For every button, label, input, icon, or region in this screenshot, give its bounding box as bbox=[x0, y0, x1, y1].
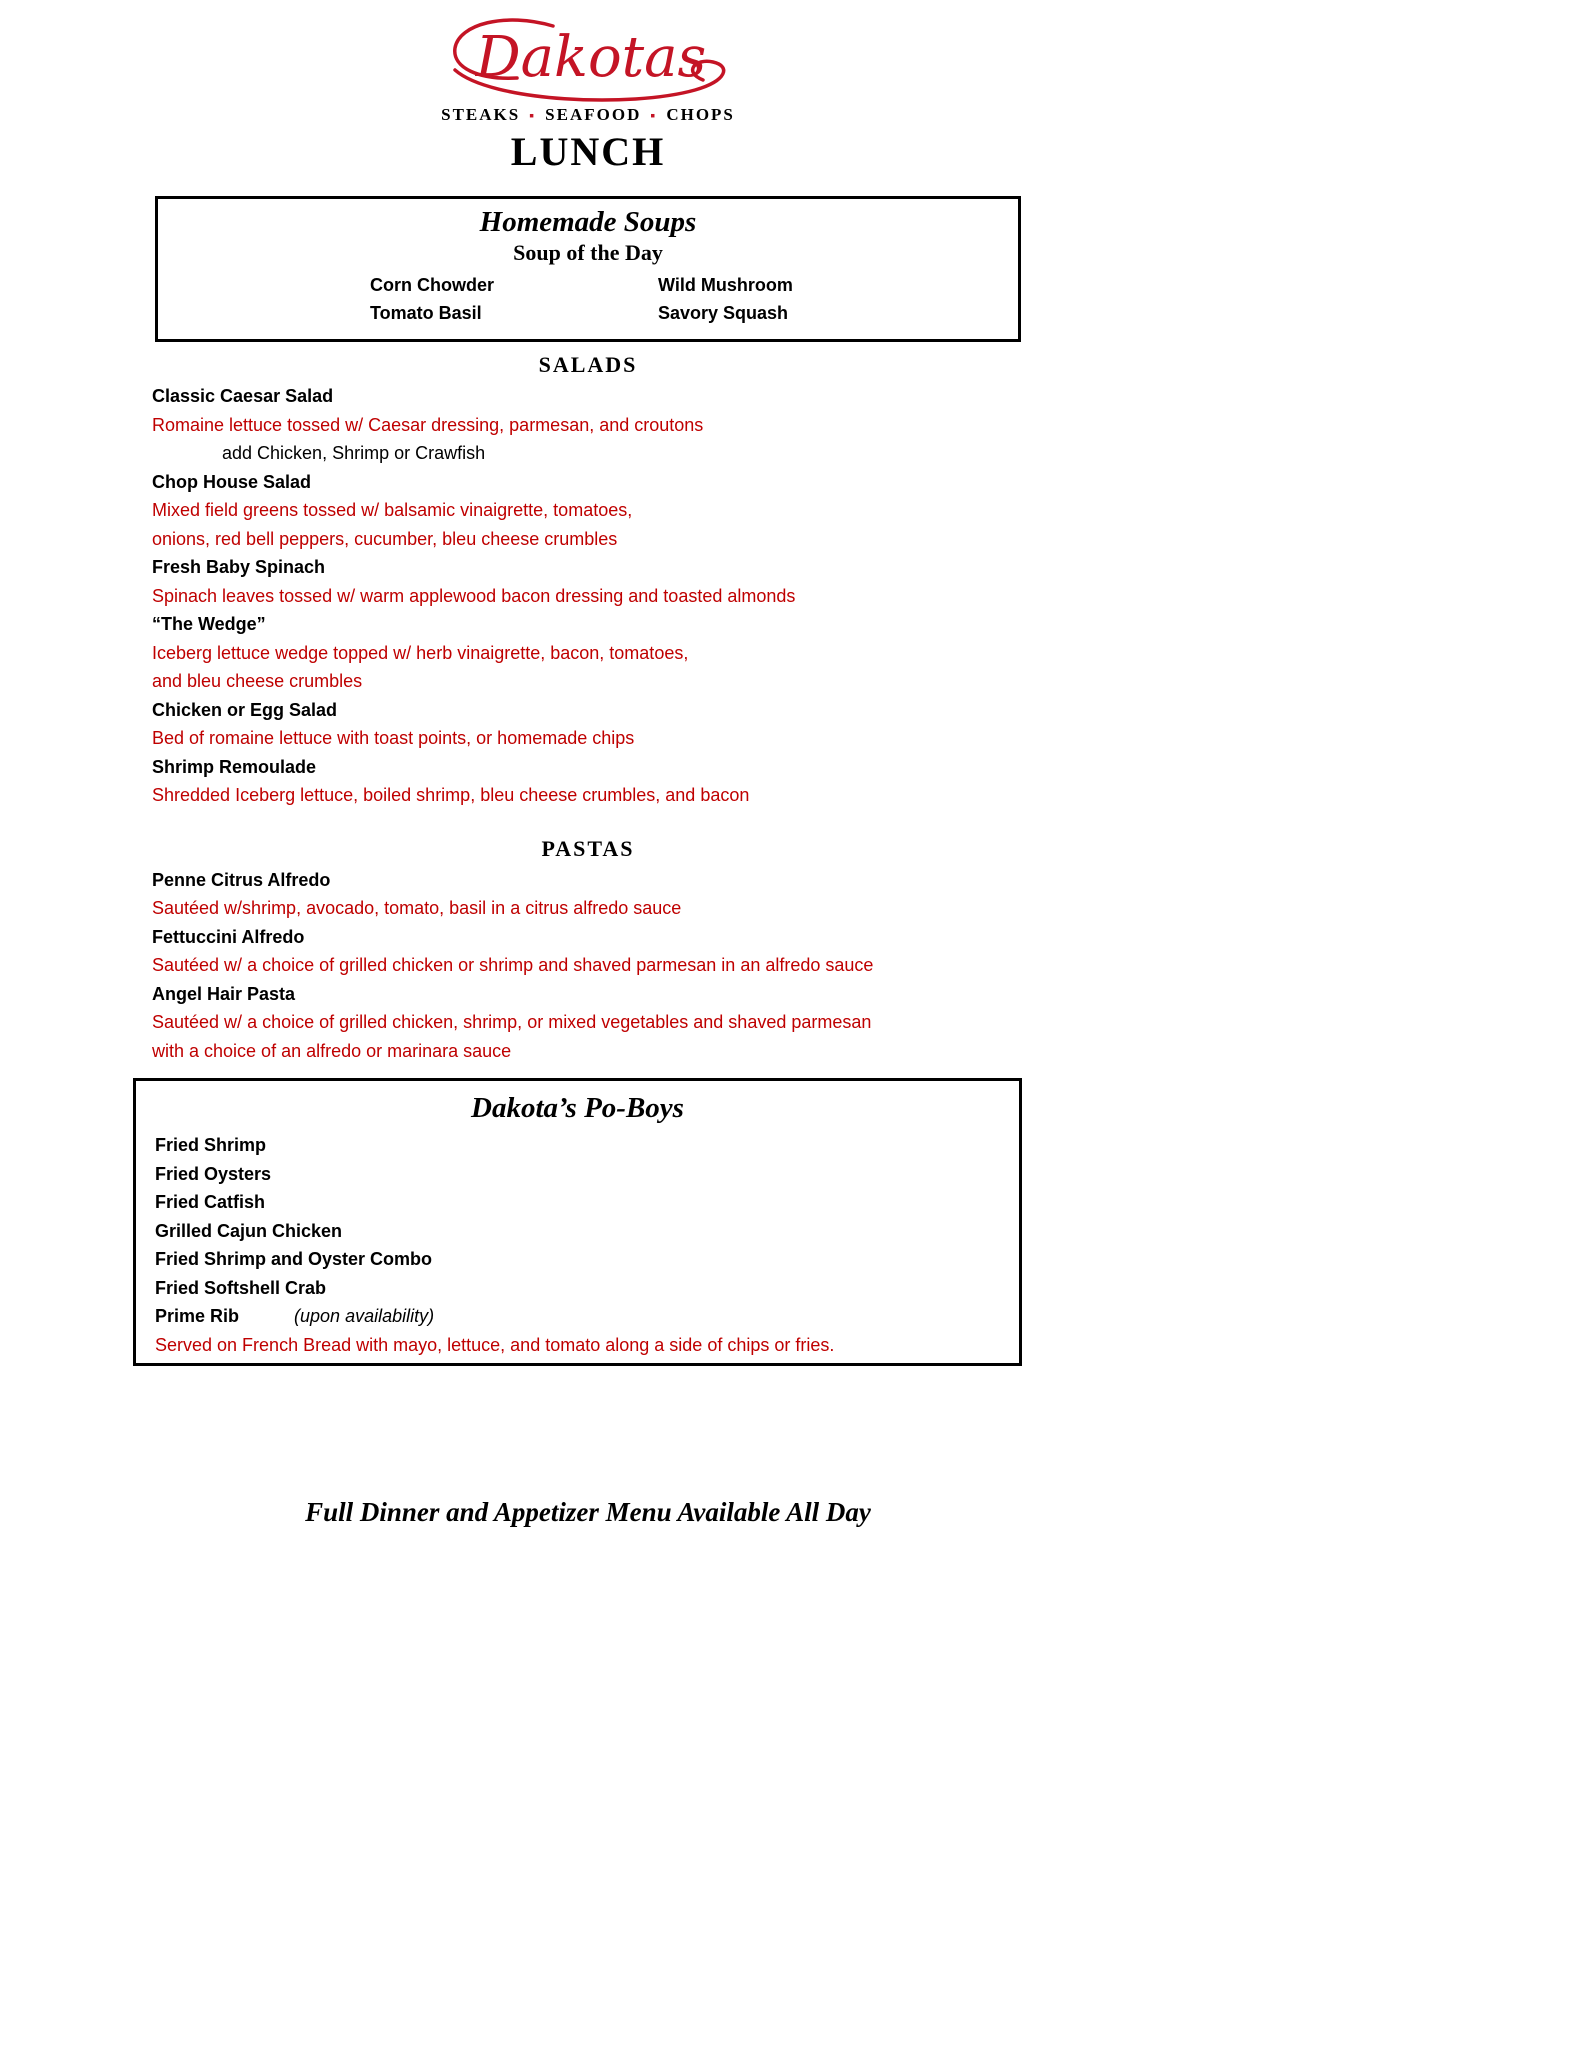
soups-title: Homemade Soups bbox=[479, 206, 697, 238]
tagline-word: CHOPS bbox=[666, 105, 735, 124]
poboys-title: Dakota’s Po-Boys bbox=[471, 1092, 684, 1124]
poboys-footnote: Served on French Bread with mayo, lettuce, and tomato along a side of chips or fries. bbox=[155, 1334, 835, 1355]
menu-item-desc: Mixed field greens tossed w/ balsamic vinaigrette, tomatoes, bbox=[152, 500, 633, 520]
brand-logo bbox=[0, 10, 1176, 124]
menu-item-desc: Iceberg lettuce wedge topped w/ herb vinaigrette, bacon, tomatoes, bbox=[152, 642, 689, 663]
menu-item-desc: Sautéed w/shrimp, avocado, tomato, basil in a citrus alfredo sauce bbox=[152, 898, 682, 918]
poboys-list bbox=[155, 1131, 1019, 1359]
soups-box bbox=[155, 196, 1021, 342]
page-title: LUNCH bbox=[510, 129, 666, 174]
menu-item-desc: Shredded Iceberg lettuce, boiled shrimp, bleu cheese crumbles, and bacon bbox=[152, 785, 750, 805]
menu-item-desc: with a choice of an alfredo or marinara sauce bbox=[152, 1040, 512, 1061]
menu-item-name: Chicken or Egg Salad bbox=[152, 699, 338, 720]
poboy-item: Grilled Cajun Chicken bbox=[155, 1220, 343, 1241]
soup-item: Tomato Basil bbox=[370, 303, 482, 323]
menu-footer: Full Dinner and Appetizer Menu Available All Day bbox=[305, 1497, 871, 1527]
soup-item: Wild Mushroom bbox=[658, 275, 793, 295]
poboy-item: Fried Softshell Crab bbox=[155, 1277, 327, 1298]
salads-list bbox=[152, 382, 1176, 810]
soup-item: Corn Chowder bbox=[370, 275, 494, 295]
poboy-item: Fried Shrimp bbox=[155, 1135, 267, 1155]
menu-item-name: Angel Hair Pasta bbox=[152, 983, 296, 1004]
menu-item-desc: Sautéed w/ a choice of grilled chicken, shrimp, or mixed vegetables and shaved parmesan bbox=[152, 1012, 872, 1032]
soups-columns bbox=[158, 271, 1018, 327]
tagline-word: STEAKS bbox=[441, 105, 521, 124]
brand-tagline bbox=[0, 105, 1176, 127]
tagline-word: SEAFOOD bbox=[545, 105, 642, 124]
menu-item-note: add Chicken, Shrimp or Crawfish bbox=[222, 443, 486, 463]
menu-item-name: Fresh Baby Spinach bbox=[152, 557, 326, 577]
brand-name-text: Dakotas bbox=[475, 25, 707, 90]
menu-item-name: Shrimp Remoulade bbox=[152, 756, 317, 777]
menu-item-name: Chop House Salad bbox=[152, 471, 312, 492]
menu-item-name: “The Wedge” bbox=[152, 614, 266, 634]
menu-item-desc: Spinach leaves tossed w/ warm applewood bacon dressing and toasted almonds bbox=[152, 585, 796, 606]
soups-column-right bbox=[658, 271, 793, 327]
menu-item-name: Penne Citrus Alfredo bbox=[152, 869, 331, 890]
menu-item-name: Classic Caesar Salad bbox=[152, 386, 334, 406]
pastas-list bbox=[152, 866, 1176, 1066]
pastas-heading: PASTAS bbox=[541, 835, 635, 861]
menu-item-desc: Bed of romaine lettuce with toast points, or homemade chips bbox=[152, 728, 635, 748]
poboy-special-name: Prime Rib bbox=[155, 1306, 240, 1326]
tagline-bullet-icon: ▪ bbox=[529, 109, 537, 124]
tagline-bullet-icon: ▪ bbox=[650, 109, 658, 124]
soups-column-left bbox=[370, 271, 658, 327]
poboys-box bbox=[133, 1078, 1022, 1366]
poboy-availability-note: (upon availability) bbox=[294, 1306, 435, 1326]
poboy-special-item bbox=[155, 1302, 1019, 1331]
soups-subtitle: Soup of the Day bbox=[513, 240, 663, 265]
poboy-item: Fried Oysters bbox=[155, 1163, 272, 1184]
menu-item-desc: onions, red bell peppers, cucumber, bleu cheese crumbles bbox=[152, 528, 618, 549]
soup-item: Savory Squash bbox=[658, 303, 789, 323]
menu-item-desc: Sautéed w/ a choice of grilled chicken or shrimp and shaved parmesan in an alfredo sauce bbox=[152, 955, 874, 975]
brand-logo-graphic bbox=[433, 10, 743, 114]
poboy-item: Fried Shrimp and Oyster Combo bbox=[155, 1249, 433, 1269]
poboy-item: Fried Catfish bbox=[155, 1192, 266, 1212]
menu-item-name: Fettuccini Alfredo bbox=[152, 926, 305, 947]
menu-item-desc: Romaine lettuce tossed w/ Caesar dressing, parmesan, and croutons bbox=[152, 414, 704, 435]
salads-heading: SALADS bbox=[538, 352, 638, 377]
menu-item-desc: and bleu cheese crumbles bbox=[152, 671, 363, 691]
